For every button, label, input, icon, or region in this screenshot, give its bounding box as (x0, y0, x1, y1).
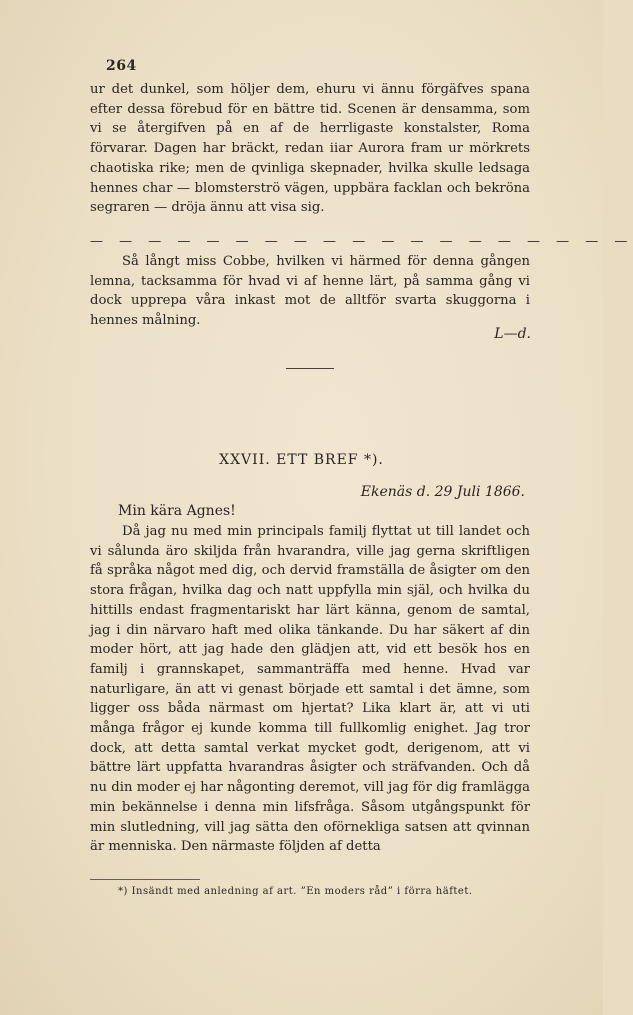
paragraph-text: ur det dunkel, som höljer dem, ehuru vi ännu förgäfves spana efter dessa förebud för en bättre tid. Scenen är densamma, som vi se återgifven på en af de herrligaste konstalster, Roma förvarar. Dagen har bräckt, redan iiar Aurora fram ur mörkrets chaotiska rike; men de qvinliga skepnader, hvilka skulle ledsaga hennes char — blomsterströ vägen, uppbära facklan och bekröna segraren — dröja ännu att visa sig. (90, 82, 530, 216)
section-divider (286, 368, 334, 369)
paragraph-text: Då jag nu med min principals familj flyttat ut till landet och vi sålunda äro skiljda från hvarandra, ville jag gerna skriftligen få språka något med dig, och dervid framställa de åsigter om den stora frågan, hvilka dag och natt uppfylla min själ, och hvilka du hittills endast fragmentariskt har lärt känna, genom de samtal, jag i din närvaro haft med olika tänkande. Du har säkert af din moder hört, att jag hade den glädjen att, vid ett besök hos en familj i grannskapet, sammanträffa med henne. Hvad var naturligare, än att vi genast började ett samtal i det ämne, som ligger oss båda närmast om hjertat? Lika klart är, att vi uti många frågor ej kunde komma till fullkomlig enighet. Jag tror dock, att detta samtal verkat mycket godt, derigenom, att vi bättre lärt uppfatta hvarandras åsigter och sträfvanden. Och då nu din moder ej har någonting deremot, vill jag för dig framlägga min bekännelse i denna min lifsfråga. Såsom utgångspunkt för min slutledning, vill jag sätta den oförnekliga satsen att qvinnan är menniska. Den närmaste följden af detta (90, 524, 530, 855)
letter-body (90, 522, 530, 857)
dash-separator: — — — — — — — — — — — — — — — — — — — (90, 234, 633, 249)
author-signature: L—d. (494, 326, 531, 342)
paragraph-continued (90, 80, 530, 218)
section-heading: XXVII. ETT BREF *). (219, 452, 384, 468)
letter-salutation: Min kära Agnes! (118, 503, 236, 519)
page-number: 264 (106, 58, 137, 74)
footnote: *) Insändt med anledning af art. ”En moders råd” i förra häftet. (118, 886, 473, 897)
letter-dateline: Ekenäs d. 29 Juli 1866. (360, 484, 525, 500)
paragraph-closing (90, 252, 530, 331)
footnote-divider (90, 879, 200, 880)
paragraph-text: Så långt miss Cobbe, hvilken vi härmed för denna gången lemna, tacksamma för hvad vi af henne lärt, på samma gång vi dock upprepa våra inkast mot de alltför svarta skuggorna i hennes målning. (90, 254, 530, 329)
